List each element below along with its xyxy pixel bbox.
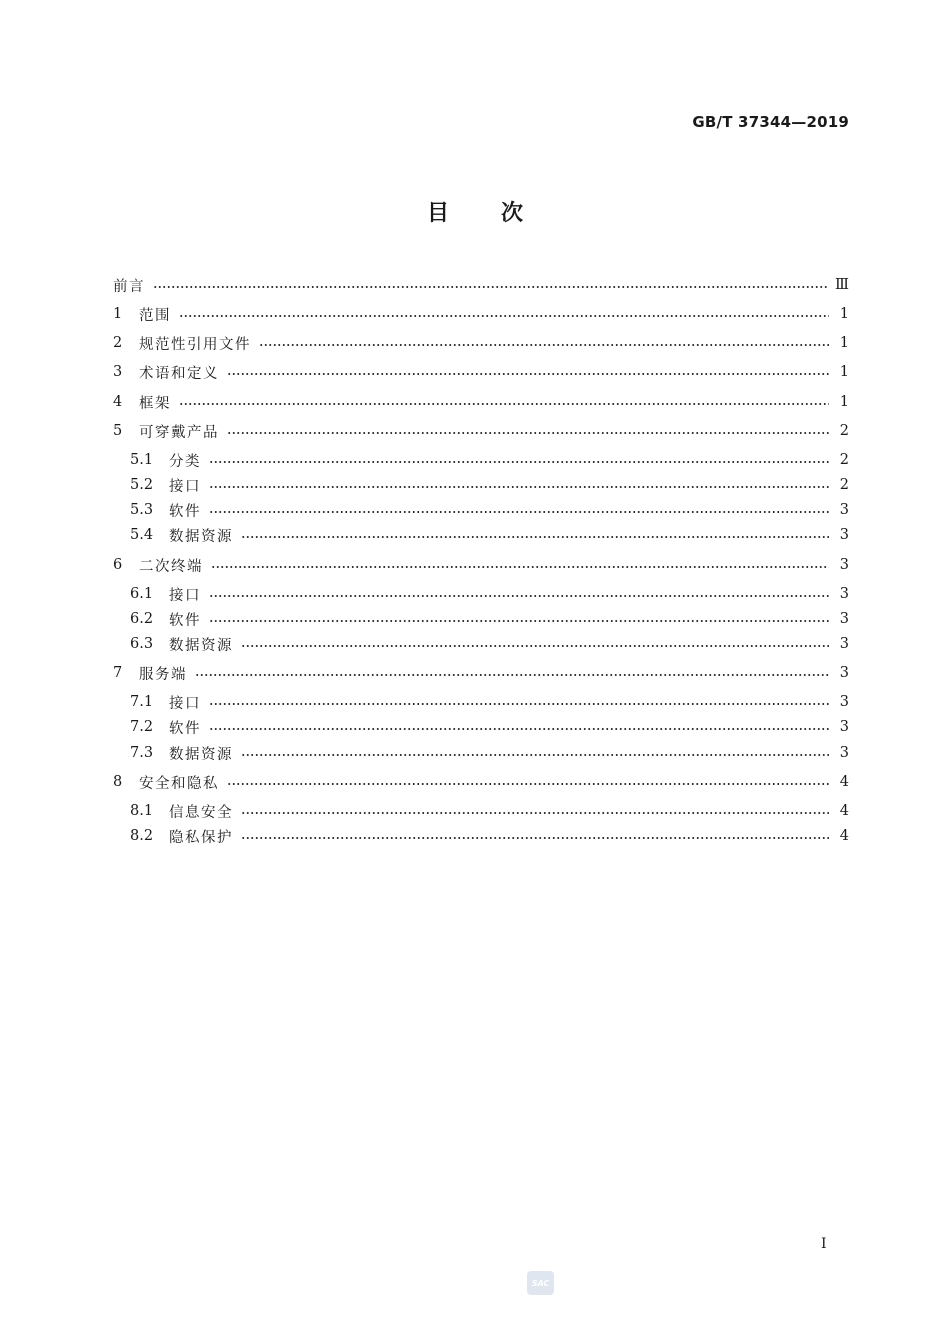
toc-entry-label: 规范性引用文件 bbox=[139, 336, 251, 353]
toc-entry-page: 3 bbox=[839, 502, 849, 518]
toc-dot-leader bbox=[153, 286, 829, 288]
toc-entry-label: 安全和隐私 bbox=[139, 775, 219, 792]
toc-dot-leader bbox=[211, 566, 829, 568]
toc-entry-label: 服务端 bbox=[139, 666, 187, 683]
toc-entry-label: 可穿戴产品 bbox=[139, 424, 219, 441]
toc-entry-number: 7 bbox=[113, 665, 123, 681]
toc-entry-number: 6.3 bbox=[130, 636, 154, 652]
toc-entry[interactable] bbox=[130, 450, 849, 470]
toc-entry-number: 6 bbox=[113, 557, 123, 573]
toc-entry-page: 3 bbox=[839, 745, 849, 761]
toc-dot-leader bbox=[227, 432, 829, 434]
toc-entry-page: 3 bbox=[839, 636, 849, 652]
toc-entry-page: 3 bbox=[839, 694, 849, 710]
toc-dot-leader bbox=[179, 315, 829, 317]
toc-entry-number: 3 bbox=[113, 364, 123, 380]
toc-entry-page: 1 bbox=[839, 306, 849, 322]
toc-entry[interactable] bbox=[113, 392, 849, 412]
toc-entry-page: Ⅲ bbox=[835, 277, 849, 293]
toc-entry-label: 数据资源 bbox=[169, 528, 233, 545]
toc-entry[interactable] bbox=[130, 692, 849, 712]
toc-entry[interactable] bbox=[113, 362, 849, 382]
toc-entry-page: 3 bbox=[839, 557, 849, 573]
toc-entry-page: 1 bbox=[839, 394, 849, 410]
toc-entry-number: 4 bbox=[113, 394, 123, 410]
toc-entry[interactable] bbox=[130, 525, 849, 545]
toc-entry[interactable] bbox=[113, 304, 849, 324]
toc-entry[interactable] bbox=[113, 275, 849, 295]
toc-entry-number: 5 bbox=[113, 423, 123, 439]
toc-entry-label: 二次终端 bbox=[139, 558, 203, 575]
toc-entry-number: 5.4 bbox=[130, 527, 154, 543]
toc-entry-label: 数据资源 bbox=[169, 746, 233, 763]
toc-entry-page: 1 bbox=[839, 364, 849, 380]
page-number: I bbox=[821, 1236, 827, 1252]
toc-entry-number: 5.2 bbox=[130, 477, 154, 493]
toc-entry-label: 软件 bbox=[169, 720, 201, 737]
toc-dot-leader bbox=[209, 486, 829, 488]
toc-entry-number: 8 bbox=[113, 774, 123, 790]
toc-dot-leader bbox=[209, 620, 829, 622]
toc-entry-label: 接口 bbox=[169, 478, 201, 495]
toc-entry[interactable] bbox=[130, 634, 849, 654]
toc-entry[interactable] bbox=[113, 555, 849, 575]
toc-entry[interactable] bbox=[130, 717, 849, 737]
toc-dot-leader bbox=[259, 344, 829, 346]
toc-entry[interactable] bbox=[113, 772, 849, 792]
toc-entry-label: 软件 bbox=[169, 503, 201, 520]
toc-dot-leader bbox=[241, 837, 829, 839]
toc-dot-leader bbox=[209, 511, 829, 513]
page-title: 目次 bbox=[426, 201, 575, 226]
toc-entry-page: 4 bbox=[839, 774, 849, 790]
toc-entry-number: 5.1 bbox=[130, 452, 154, 468]
toc-dot-leader bbox=[241, 645, 829, 647]
toc-dot-leader bbox=[241, 812, 829, 814]
toc-entry[interactable] bbox=[130, 826, 849, 846]
toc-entry-number: 8.2 bbox=[130, 828, 154, 844]
toc-entry-page: 2 bbox=[839, 477, 849, 493]
toc-entry-label: 软件 bbox=[169, 612, 201, 629]
toc-entry-label: 数据资源 bbox=[169, 637, 233, 654]
toc-dot-leader bbox=[227, 373, 829, 375]
toc-entry-page: 2 bbox=[839, 452, 849, 468]
toc-entry-label: 前言 bbox=[113, 278, 145, 295]
toc-entry[interactable] bbox=[130, 500, 849, 520]
toc-entry-page: 3 bbox=[839, 665, 849, 681]
toc-entry-label: 接口 bbox=[169, 695, 201, 712]
toc-entry-page: 4 bbox=[839, 803, 849, 819]
toc-entry[interactable] bbox=[130, 801, 849, 821]
standard-code: GB/T 37344—2019 bbox=[692, 113, 849, 131]
toc-entry-page: 3 bbox=[839, 586, 849, 602]
toc-entry-label: 范围 bbox=[139, 307, 171, 324]
toc-entry[interactable] bbox=[113, 333, 849, 353]
toc-dot-leader bbox=[241, 754, 829, 756]
toc-entry-number: 8.1 bbox=[130, 803, 154, 819]
toc-dot-leader bbox=[209, 595, 829, 597]
toc-dot-leader bbox=[241, 536, 829, 538]
toc-entry[interactable] bbox=[130, 584, 849, 604]
toc-entry-number: 7.1 bbox=[130, 694, 154, 710]
toc-entry[interactable] bbox=[113, 663, 849, 683]
toc-entry-number: 2 bbox=[113, 335, 123, 351]
toc-dot-leader bbox=[195, 674, 829, 676]
toc-entry-label: 术语和定义 bbox=[139, 365, 219, 382]
toc-entry-number: 1 bbox=[113, 306, 123, 322]
toc-entry-label: 接口 bbox=[169, 587, 201, 604]
toc-entry[interactable] bbox=[130, 609, 849, 629]
toc-entry-page: 3 bbox=[839, 719, 849, 735]
toc-entry-page: 1 bbox=[839, 335, 849, 351]
toc-dot-leader bbox=[209, 728, 829, 730]
toc-entry-label: 框架 bbox=[139, 395, 171, 412]
toc-entry-number: 7.3 bbox=[130, 745, 154, 761]
toc-dot-leader bbox=[227, 783, 829, 785]
toc-dot-leader bbox=[179, 403, 829, 405]
toc-entry-number: 6.2 bbox=[130, 611, 154, 627]
toc-entry[interactable] bbox=[130, 475, 849, 495]
toc-entry-label: 隐私保护 bbox=[169, 829, 233, 846]
toc-entry-label: 分类 bbox=[169, 453, 201, 470]
toc-entry[interactable] bbox=[130, 743, 849, 763]
toc-entry-page: 3 bbox=[839, 527, 849, 543]
toc-dot-leader bbox=[209, 461, 829, 463]
toc-entry-page: 4 bbox=[839, 828, 849, 844]
toc-entry-page: 2 bbox=[839, 423, 849, 439]
toc-entry-label: 信息安全 bbox=[169, 804, 233, 821]
toc-entry[interactable] bbox=[113, 421, 849, 441]
sac-logo-icon: SAC bbox=[527, 1271, 554, 1295]
toc-dot-leader bbox=[209, 703, 829, 705]
toc-entry-number: 7.2 bbox=[130, 719, 154, 735]
toc-entry-number: 5.3 bbox=[130, 502, 154, 518]
toc-entry-number: 6.1 bbox=[130, 586, 154, 602]
toc-entry-page: 3 bbox=[839, 611, 849, 627]
